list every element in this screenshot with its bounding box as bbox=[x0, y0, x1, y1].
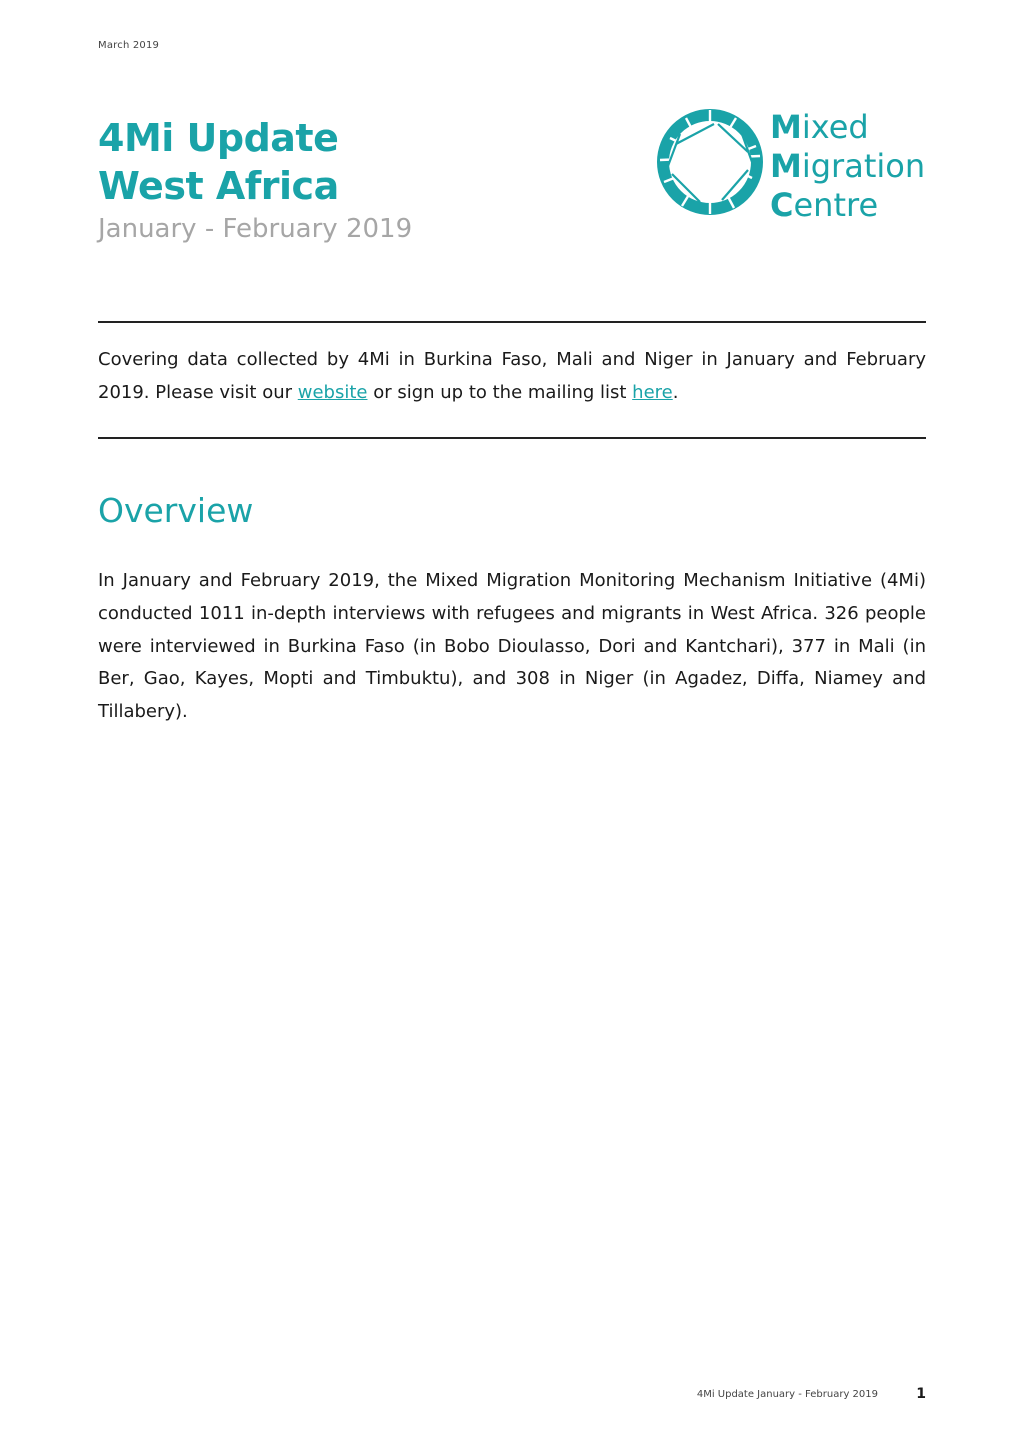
title-block bbox=[98, 114, 412, 246]
website-link[interactable]: website bbox=[297, 382, 368, 403]
logo-wordmark bbox=[770, 108, 925, 225]
intro-text-3: . bbox=[672, 382, 679, 403]
footer-title: 4Mi Update January - February 2019 bbox=[696, 1389, 878, 1400]
document-date: March 2019 bbox=[98, 40, 160, 51]
intro-paragraph bbox=[98, 343, 926, 409]
mixed-migration-centre-logo bbox=[656, 108, 936, 224]
logo-letter-m2: M bbox=[770, 147, 802, 185]
page-number: 1 bbox=[916, 1386, 926, 1402]
document-title-line-2: West Africa bbox=[98, 164, 339, 208]
intro-text-2: or sign up to the mailing list bbox=[367, 382, 633, 403]
logo-letter-c: C bbox=[770, 186, 794, 224]
overview-heading: Overview bbox=[98, 491, 254, 530]
logo-letter-m1: M bbox=[770, 108, 802, 146]
divider-top bbox=[98, 321, 926, 323]
logo-word-centre: entre bbox=[793, 186, 879, 224]
intro-text-1: Covering data collected by 4Mi in Burkina Faso, Mali and Niger in January and February 2019. Please visit our bbox=[98, 349, 926, 403]
document-title-line-1: 4Mi Update bbox=[98, 116, 339, 160]
logo-word-mixed: ixed bbox=[801, 108, 869, 146]
page-footer bbox=[0, 1386, 1024, 1406]
divider-bottom bbox=[98, 437, 926, 439]
mailing-list-link[interactable]: here bbox=[632, 382, 673, 403]
logo-word-migration: igration bbox=[801, 147, 926, 185]
mmc-logo-icon bbox=[656, 108, 764, 216]
overview-paragraph: In January and February 2019, the Mixed Migration Monitoring Mechanism Initiative (4Mi) conducted 1011 in-depth interviews with refugees and migrants in West Africa. 326 people were interviewed in Burkina Faso (in Bobo Dioulasso, Dori and Kantchari), 377 in Mali (in Ber, Gao, Kayes, Mopti and Timbuktu), and 308 in Niger (in Agadez, Diffa, Niamey and Tillabery). bbox=[98, 570, 926, 723]
document-subtitle: January - February 2019 bbox=[98, 214, 413, 244]
